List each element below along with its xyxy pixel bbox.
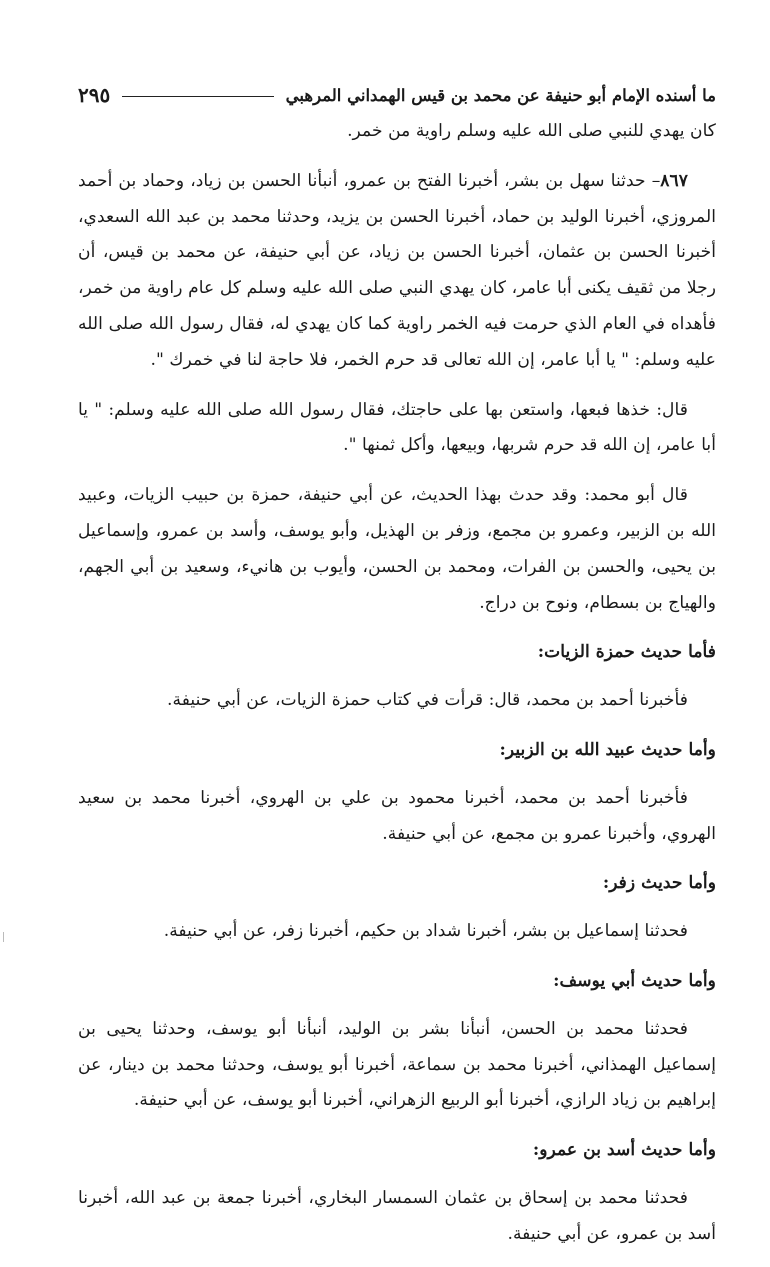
paragraph — [78, 1012, 716, 1119]
heading-text: وأما حديث زفر: — [602, 873, 716, 894]
hadith-number: ٨٦٧ — [660, 170, 688, 191]
page-body — [78, 114, 716, 1253]
section-heading — [78, 733, 716, 769]
heading-text: فأما حديث حمزة الزيات: — [537, 642, 716, 663]
header-rule — [122, 96, 273, 97]
paragraph — [78, 914, 716, 950]
section-heading — [78, 866, 716, 902]
heading-text: وأما حديث عبيد الله بن الزبير: — [499, 739, 716, 760]
running-title: ما أسنده الإمام أبو حنيفة عن محمد بن قيس الهمداني المرهبي — [285, 85, 716, 105]
paragraph-text: فحدثنا إسماعيل بن بشر، أخبرنا شداد بن حكيم، أخبرنا زفر، عن أبي حنيفة. — [163, 921, 688, 942]
paragraph — [78, 393, 716, 465]
page-number: ٢٩٥ — [78, 83, 111, 107]
heading-text: وأما حديث أبي يوسف: — [553, 970, 716, 991]
paragraph-text: فأخبرنا أحمد بن محمد، أخبرنا محمود بن علي بن الهروي، أخبرنا محمد بن سعيد الهروي، وأخبرنا عمرو بن مجمع، عن أبي حنيفة. — [78, 787, 716, 844]
scan-mark — [3, 932, 4, 942]
book-page — [78, 78, 716, 1267]
paragraph-text: قال أبو محمد: وقد حدث بهذا الحديث، عن أبي حنيفة، حمزة بن حبيب الزيات، وعبيد الله بن الزبير، وعمرو بن مجمع، وزفر بن الهذيل، وأبو يوسف، وأسد بن عمرو، وإسماعيل بن يحيى، والحسن بن الفرات، ومحمد بن الحسن، وأيوب بن هانيء، وسعيد بن أبي الجهم، والهياج بن بسطام، ونوح بن دراج. — [78, 485, 716, 613]
paragraph-text: كان يهدي للنبي صلى الله عليه وسلم راوية من خمر. — [347, 121, 716, 141]
hadith-paragraph — [78, 164, 716, 379]
section-heading — [78, 964, 716, 1000]
heading-text: وأما حديث أسد بن عمرو: — [532, 1140, 716, 1161]
paragraph — [78, 683, 716, 719]
section-heading — [78, 635, 716, 671]
paragraph-text: فحدثنا محمد بن إسحاق بن عثمان السمسار البخاري، أخبرنا جمعة بن عبد الله، أخبرنا أسد بن عمرو، عن أبي حنيفة. — [78, 1187, 716, 1244]
paragraph — [78, 114, 716, 150]
section-heading — [78, 1133, 716, 1169]
paragraph-text: – حدثنا سهل بن بشر، أخبرنا الفتح بن عمرو، أنبأنا الحسن بن زياد، وحماد بن أحمد المروزي، أخبرنا الوليد بن حماد، أخبرنا الحسن بن يزيد، وحدثنا محمد بن عبد الله السعدي، أخبرنا الحسن بن عثمان، أخبرنا الحسن بن زياد، عن أبي حنيفة، عن محمد بن قيس، أن رجلا من ثقيف يكنى أبا عامر، كان يهدي النبي صلى الله عليه وسلم كل عام راوية من خمر، فأهداه في العام الذي حرمت فيه الخمر راوية كما كان يهدي له، فقال رسول الله صلى الله عليه وسلم: " يا أبا عامر، إن الله تعالى قد حرم الخمر، فلا حاجة لنا في خمرك ". — [78, 170, 716, 370]
paragraph-text: فحدثنا محمد بن الحسن، أنبأنا بشر بن الوليد، أنبأنا أبو يوسف، وحدثنا يحيى بن إسماعيل الهمذاني، أخبرنا محمد بن سماعة، أخبرنا أبو يوسف، وحدثنا محمد بن دينار، عن إبراهيم بن زياد الرازي، أخبرنا أبو الربيع الزهراني، أخبرنا أبو يوسف، عن أبي حنيفة. — [78, 1018, 716, 1111]
paragraph — [78, 781, 716, 853]
paragraph-text: فأخبرنا أحمد بن محمد، قال: قرأت في كتاب حمزة الزيات، عن أبي حنيفة. — [167, 690, 688, 711]
paragraph-text: قال: خذها فبعها، واستعن بها على حاجتك، فقال رسول الله صلى الله عليه وسلم: " يا أبا عامر، إن الله قد حرم شربها، وبيعها، وأكل ثمنها ". — [78, 399, 716, 456]
running-header — [78, 78, 716, 112]
paragraph — [78, 478, 716, 621]
paragraph — [78, 1181, 716, 1253]
